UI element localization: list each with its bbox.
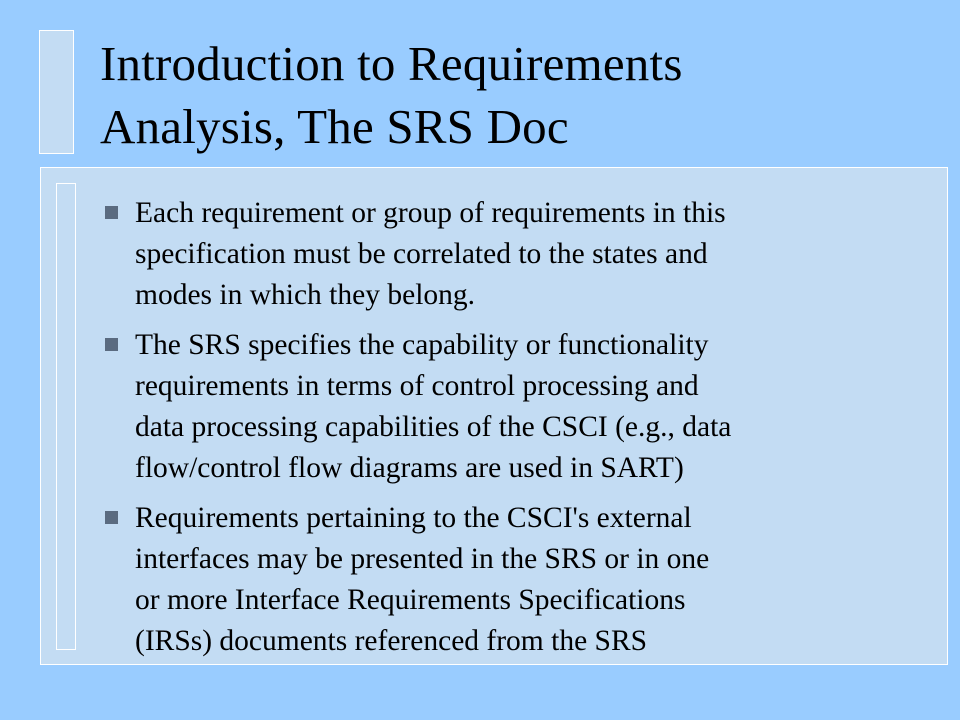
bullet-line: Each requirement or group of requirements in this [135, 197, 726, 229]
title-line: Introduction to Requirements [100, 36, 683, 91]
bullet-line: data processing capabilities of the CSCI (e.g., data [135, 411, 732, 443]
bullet-text [135, 193, 930, 316]
bullet-line: (IRSs) documents referenced from the SRS [135, 625, 648, 657]
square-bullet-icon [105, 338, 118, 351]
content-accent-bar [56, 183, 76, 650]
bullet-line: modes in which they belong. [135, 279, 476, 311]
bullet-item [100, 193, 930, 316]
bullet-item [100, 498, 930, 662]
title-line: Analysis, The SRS Doc [100, 99, 569, 154]
bullet-line: interfaces may be presented in the SRS or in one [135, 543, 710, 575]
bullet-list [100, 193, 930, 671]
square-bullet-icon [105, 206, 118, 219]
bullet-item [100, 325, 930, 489]
bullet-line: flow/control flow diagrams are used in SART) [135, 452, 684, 484]
bullet-line: requirements in terms of control processing and [135, 370, 699, 402]
bullet-text [135, 325, 930, 489]
slide-title [100, 32, 940, 158]
square-bullet-icon [105, 511, 118, 524]
bullet-line: or more Interface Requirements Specifications [135, 584, 686, 616]
bullet-text [135, 498, 930, 662]
bullet-line: specification must be correlated to the states and [135, 238, 708, 270]
bullet-line: The SRS specifies the capability or functionality [135, 329, 709, 361]
bullet-line: Requirements pertaining to the CSCI's external [135, 502, 692, 534]
title-accent-bar [39, 30, 74, 154]
